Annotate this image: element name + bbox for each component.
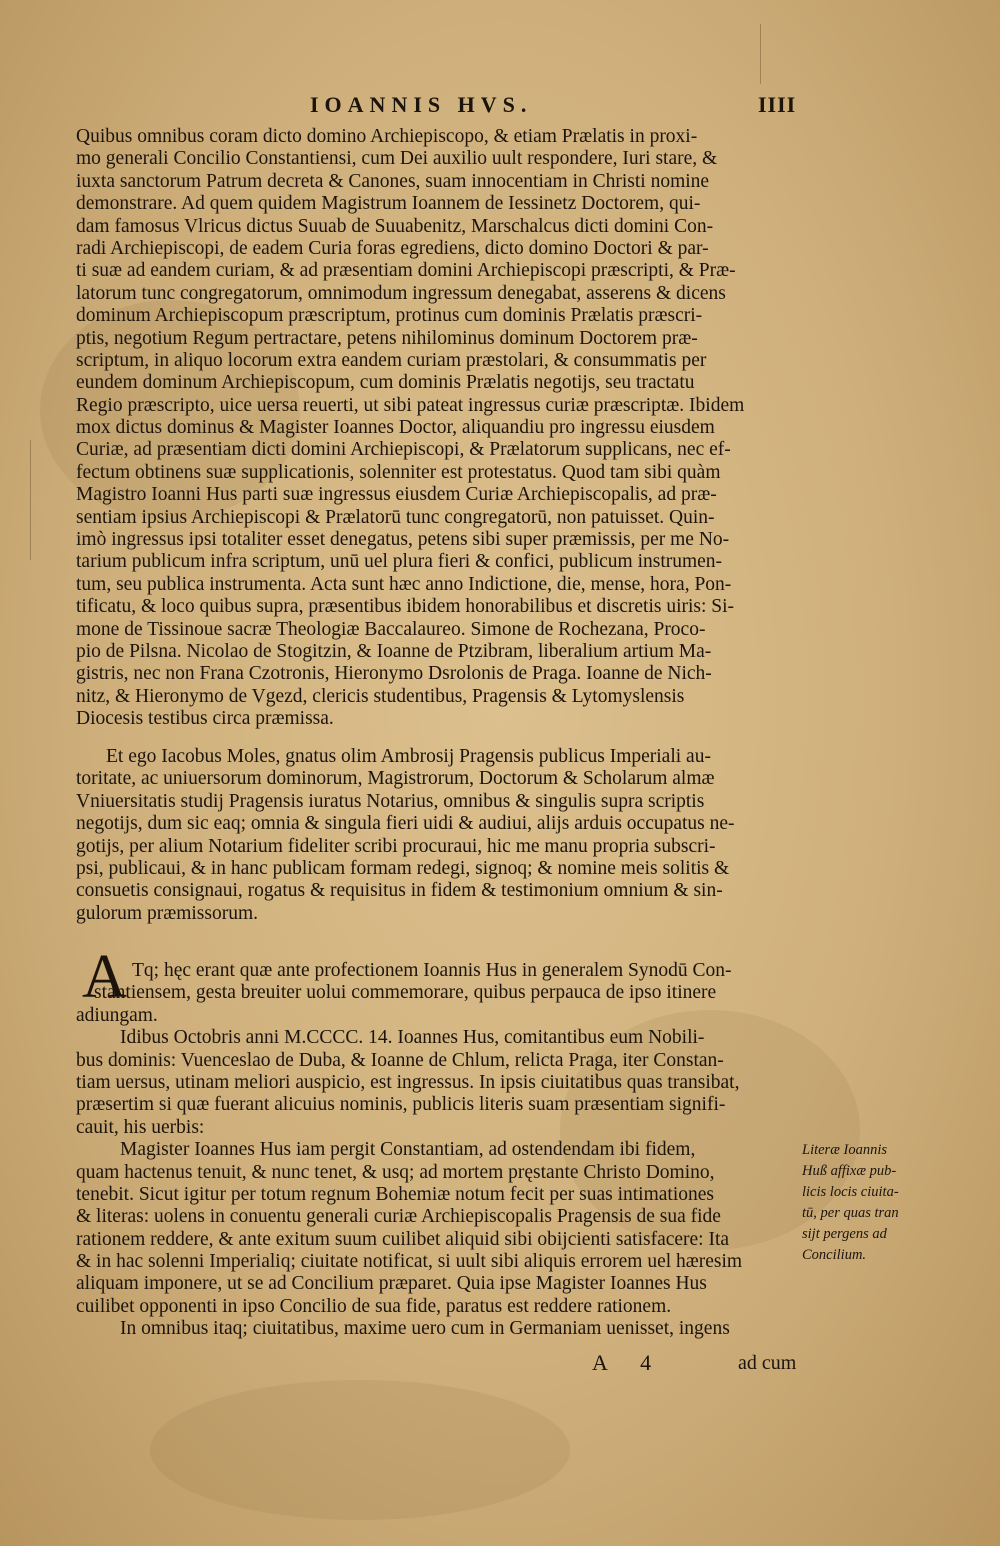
paragraph-notarial-record: [76, 126, 816, 731]
text-line: radi Archiepiscopi, de eadem Curia foras egrediens, dicto domino Doctori & par-: [76, 237, 709, 259]
drop-cap: A: [82, 943, 127, 1011]
text-line: cauit, his uerbis:: [76, 1116, 205, 1138]
marginal-note: [802, 1140, 942, 1266]
marginal-note-line: tū, per quas tran: [802, 1205, 899, 1221]
text-line: latorum tunc congregatorum, omnimodum ingressum denegabat, asserens & dicens: [76, 282, 726, 304]
text-line: consuetis consignaui, rogatus & requisitus in fidem & testimonium omnium & sin-: [76, 880, 723, 902]
text-line: toritate, ac uniuersorum dominorum, Magistrorum, Doctorum & Scholarum almæ: [76, 768, 715, 790]
text-line: Regio præscripto, uice uersa reuerti, ut sibi pateat ingressus curiæ præscriptæ. Ibidem: [76, 394, 745, 416]
text-line: adiungam.: [76, 1004, 158, 1026]
catchword: ad cum: [738, 1352, 797, 1374]
text-line: negotijs, dum sic eaq; omnia & singula fieri uidi & audiui, alijs arduis occupatus ne-: [76, 813, 735, 835]
text-line: & literas: uolens in conuentu generali curiæ Archiepiscopalis Pragensis de sua fide: [76, 1206, 721, 1228]
marginal-note-line: sijt pergens ad: [802, 1226, 887, 1242]
text-line: Diocesis testibus circa præmissa.: [76, 708, 334, 730]
text-line: Magistro Ioanni Hus parti suæ ingressus eiusdem Curiæ Archiepiscopalis, ad præ-: [76, 484, 717, 506]
text-line: Idibus Octobris anni M.CCCC. 14. Ioannes Hus, comitantibus eum Nobili-: [120, 1027, 705, 1049]
text-line: mox dictus dominus & Magister Ioannes Doctor, aliquandiu pro ingressu eiusdem: [76, 417, 715, 439]
text-line: gulorum præmissorum.: [76, 902, 259, 924]
text-line: Quibus omnibus coram dicto domino Archiepiscopo, & etiam Prælatis in proxi-: [76, 126, 698, 147]
text-line: mo generali Concilio Constantiensi, cum Dei auxilio uult respondere, Iuri stare, &: [76, 148, 718, 170]
text-line: tum, seu publica instrumenta. Acta sunt hæc anno Indictione, die, mense, hora, Pon-: [76, 573, 732, 595]
text-line: Vniuersitatis studij Pragensis iuratus Notarius, omnibus & singulis supra scriptis: [76, 790, 705, 812]
running-title: IOANNIS HVS.: [310, 92, 533, 117]
text-line: ptis, negotium Regum pertractare, petens nihilominus dominum Doctorem præ-: [76, 327, 698, 349]
text-line: demonstrare. Ad quem quidem Magistrum Ioannem de Iessinetz Doctorem, qui-: [76, 193, 701, 215]
text-line: iuxta sanctorum Patrum decreta & Canones, suam innocentiam in Christi nomine: [76, 170, 710, 192]
text-line: quam hactenus tenuit, & nunc tenet, & usq; ad mortem pręstante Christo Domino,: [76, 1161, 715, 1183]
text-line: præsertim si quæ fuerant alicuius nominis, publicis literis suam præsentiam signifi-: [76, 1094, 726, 1116]
text-line: Curiæ, ad præsentiam dicti domini Archiepiscopi, & Prælatorum supplicans, nec ef-: [76, 439, 731, 461]
text-line: nitz, & Hieronymo de Vgezd, clericis studentibus, Pragensis & Lytomyslensis: [76, 685, 685, 707]
text-line: tiam uersus, utinam meliori auspicio, est ingressus. In ipsis ciuitatibus quas transibat,: [76, 1071, 740, 1093]
text-line: aliquam imponere, ut se ad Concilium præparet. Quia ipse Magister Ioannes Hus: [76, 1273, 707, 1295]
text-line: tificatu, & loco quibus supra, præsentibus ibidem honorabilibus et discretis uiris: Si-: [76, 596, 735, 618]
text-line: rationem reddere, & ante exitum suum cuilibet aliquid sibi obijcienti satisfacere: Ita: [76, 1228, 730, 1250]
marginal-note-line: Concilium.: [802, 1247, 867, 1263]
text-line: tarium publicum infra scriptum, unū uel plura fieri & confici, publicum instrumen-: [76, 551, 723, 573]
text-line: In omnibus itaq; ciuitatibus, maxime uero cum in Germaniam uenisset, ingens: [120, 1318, 730, 1340]
text-line: gotijs, per alium Notarium fideliter scribi procuraui, hic me manu propria subscri-: [76, 835, 716, 857]
text-line: scriptum, in aliquo locorum extra eandem curiam præstolari, & consummatis per: [76, 349, 707, 371]
paragraph-journey-narrative: [76, 960, 816, 1341]
text-line: Tq; hęc erant quæ ante profectionem Ioannis Hus in generalem Synodū Con-: [132, 960, 732, 981]
page-header: [0, 92, 1000, 122]
text-line: tenebit. Sicut igitur per totum regnum Bohemiæ notum fecit per suas intimationes: [76, 1183, 714, 1205]
text-line: ti suæ ad eandem curiam, & ad præsentiam domini Archiepiscopi præscripti, & Præ-: [76, 260, 736, 282]
text-line: Et ego Iacobus Moles, gnatus olim Ambrosij Pragensis publicus Imperiali au-: [106, 746, 711, 767]
folio-number: IIII: [758, 92, 797, 117]
text-line: dominum Archiepiscopum præscriptum, protinus cum dominis Prælatis præscri-: [76, 305, 703, 327]
text-line: dam famosus Vlricus dictus Suuab de Suuabenitz, Marschalcus dicti domini Con-: [76, 215, 714, 237]
paragraph-notary-attestation: [76, 746, 816, 925]
text-line: cuilibet opponenti in ipso Concilio de sua fide, paratus est reddere rationem.: [76, 1295, 672, 1317]
text-line: pio de Pilsna. Nicolao de Stogitzin, & Ioanne de Ptzibram, liberalium artium Ma-: [76, 640, 712, 662]
text-line: fectum obtinens suæ supplicationis, solenniter est protestatus. Quod tam sibi quàm: [76, 461, 721, 483]
marginal-note-line: Huß affixæ pub-: [802, 1163, 897, 1179]
text-line: psi, publicaui, & in hanc publicam formam redegi, signoq; & nomine meis solitis &: [76, 857, 730, 879]
marginal-note-line: licis locis ciuita-: [802, 1184, 899, 1200]
text-line: bus dominis: Vuenceslao de Duba, & Ioanne de Chlum, relicta Praga, iter Constan-: [76, 1049, 724, 1071]
marginal-note-line: Literæ Ioannis: [802, 1142, 887, 1158]
text-line: imò ingressus ipsi totaliter esset denegatus, petens sibi super præmissis, per me No-: [76, 529, 730, 551]
text-line: mone de Tissinoue sacræ Theologiæ Baccalaureo. Simone de Rochezana, Proco-: [76, 618, 706, 640]
text-line: stantiensem, gesta breuiter uolui commemorare, quibus perpauca de ipso itinere: [94, 982, 717, 1004]
text-line: Magister Ioannes Hus iam pergit Constantiam, ad ostendendam ibi fidem,: [120, 1139, 696, 1161]
text-line: sentiam ipsius Archiepiscopi & Prælatorū tunc congregatorū, non patuisset. Quin-: [76, 506, 715, 528]
text-line: gistris, nec non Frana Czotronis, Hieronymo Dsrolonis de Praga. Ioanne de Nich-: [76, 663, 712, 685]
signature-mark: A 4: [592, 1350, 666, 1375]
text-line: & in hac solenni Imperialiq; ciuitate notificat, si uult sibi aliquis errorem uel hæresim: [76, 1251, 743, 1273]
text-line: eundem dominum Archiepiscopum, cum dominis Prælatis negotijs, seu tractatu: [76, 372, 695, 394]
